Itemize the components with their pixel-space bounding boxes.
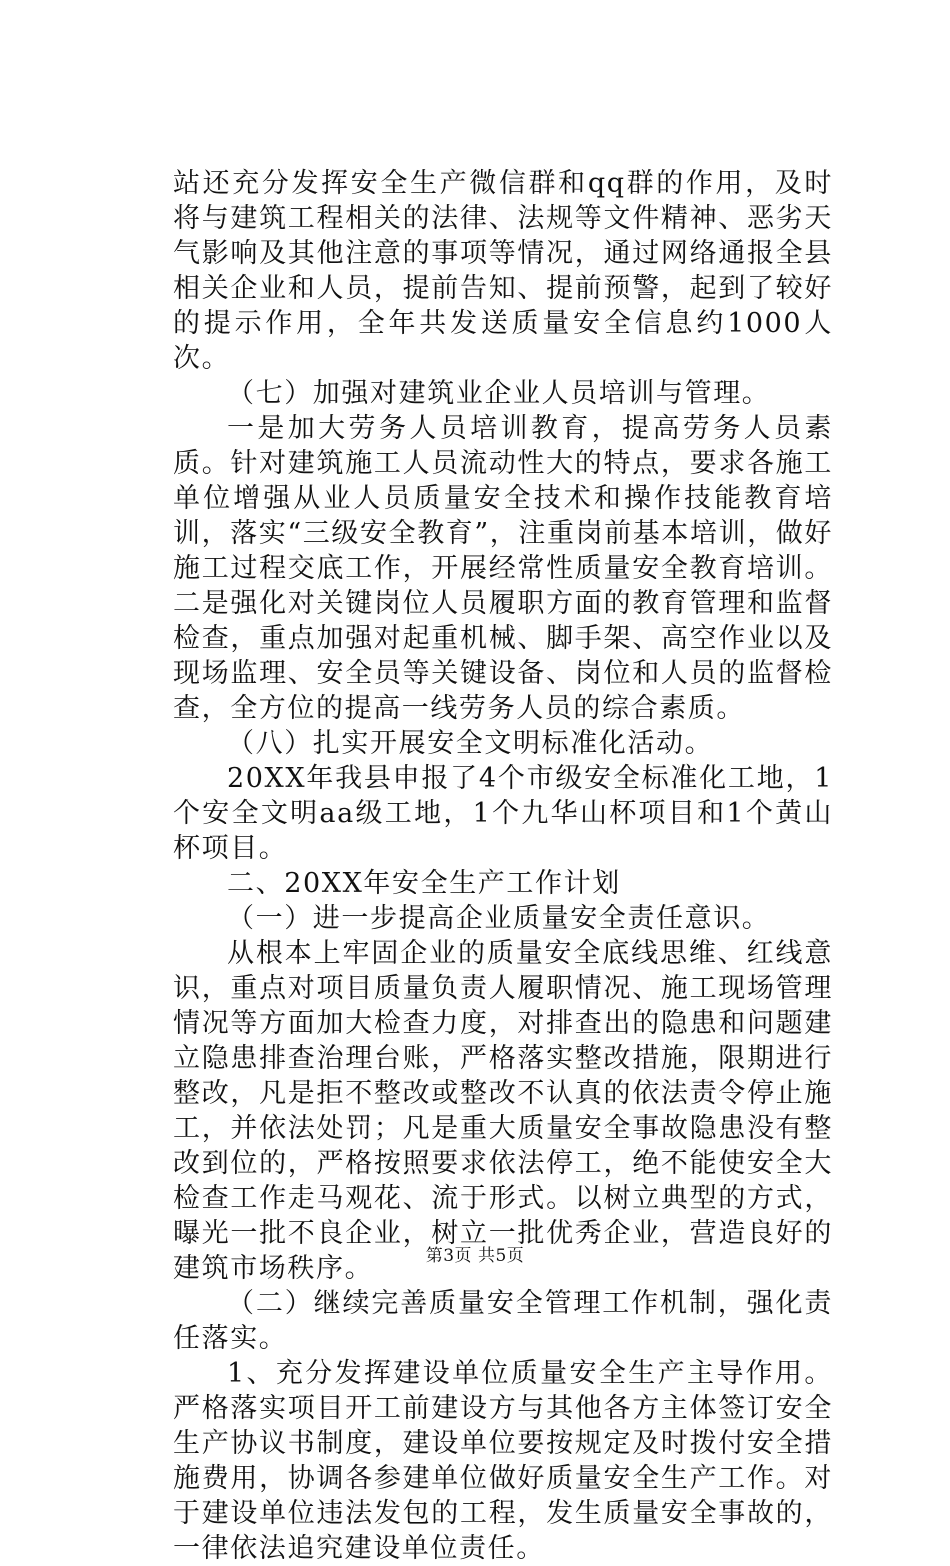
section-heading-1: （一）进一步提高企业质量安全责任意识。 <box>227 903 771 934</box>
chapter-heading-plan: 二、20XX年安全生产工作计划 <box>227 868 621 899</box>
section-heading-7: （七）加强对建筑业企业人员培训与管理。 <box>227 378 771 409</box>
section-heading-8: （八）扎实开展安全文明标准化活动。 <box>227 728 714 759</box>
page-footer: 第3页 共5页 <box>425 1246 525 1266</box>
paragraph-training: 一是加大劳务人员培训教育，提高劳务人员素质。针对建筑施工人员流动性大的特点，要求各施工单位增强从业人员质量安全技术和操作技能教育培训，落实“三级安全教育”，注重岗前基本培训，做好施工过程交底工作，开展经常性质量安全教育培训。二是强化对关键岗位人员履职方面的教育管理和监督检查，重点加强对起重机械、脚手架、高空作业以及现场监理、安全员等关键设备、岗位和人员的监督检查，全方位的提高一线劳务人员的综合素质。 <box>173 413 834 724</box>
paragraph-builder-role: 1、充分发挥建设单位质量安全生产主导作用。严格落实项目开工前建设方与其他各方主体签订安全生产协议书制度，建设单位要按规定及时拨付安全措施费用，协调各参建单位做好质量安全生产工作。对于建设单位违法发包的工程，发生质量安全事故的，一律依法追究建设单位责任。 <box>173 1358 833 1564</box>
paragraph-standardization: 20XX年我县申报了4个市级安全标准化工地，1个安全文明aa级工地，1个九华山杯项目和1个黄山杯项目。 <box>173 763 833 864</box>
paragraph-responsibility: 从根本上牢固企业的质量安全底线思维、红线意识，重点对项目质量负责人履职情况、施工现场管理情况等方面加大检查力度，对排查出的隐患和问题建立隐患排查治理台账，严格落实整改措施，限期进行整改，凡是拒不整改或整改不认真的依法责令停止施工，并依法处罚；凡是重大质量安全事故隐患没有整改到位的，严格按照要求依法停工，绝不能使安全大检查工作走马观花、流于形式。以树立典型的方式，曝光一批不良企业，树立一批优秀企业，营造良好的建筑市场秩序。 <box>173 938 833 1284</box>
section-heading-2: （二）继续完善质量安全管理工作机制，强化责任落实。 <box>173 1288 833 1354</box>
paragraph-continuation: 站还充分发挥安全生产微信群和qq群的作用，及时将与建筑工程相关的法律、法规等文件精神、恶劣天气影响及其他注意的事项等情况，通过网络通报全县相关企业和人员，提前告知、提前预警，起到了较好的提示作用，全年共发送质量安全信息约1000人次。 <box>173 168 833 374</box>
document-body <box>173 166 833 1566</box>
